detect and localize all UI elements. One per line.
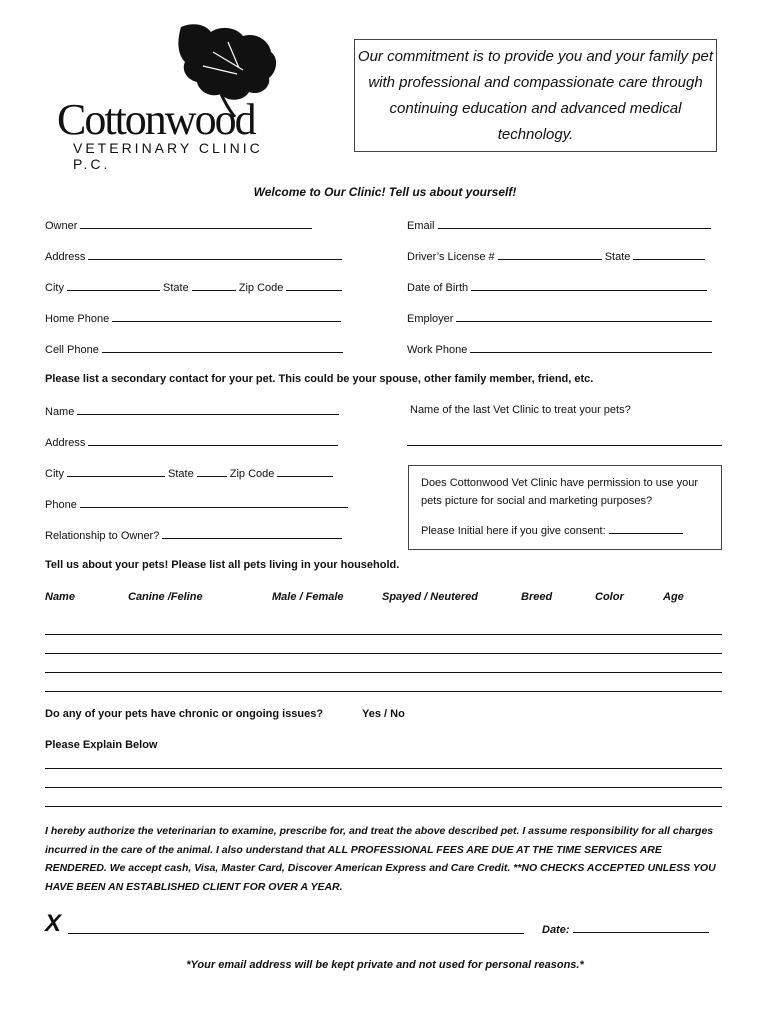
- city-state-zip-field[interactable]: [45, 280, 342, 294]
- pets-heading: Tell us about your pets! Please list all pets living in your household.: [45, 559, 400, 571]
- address-field[interactable]: [45, 249, 342, 263]
- pet-line-1[interactable]: [45, 634, 722, 635]
- consent-question: Does Cottonwood Vet Clinic have permission to use your pets picture for social and marketing purposes?: [421, 477, 698, 507]
- secondary-address-field[interactable]: [45, 435, 338, 449]
- dob-field[interactable]: [407, 280, 707, 294]
- pets-col-name: Name: [45, 591, 75, 603]
- pet-line-2[interactable]: [45, 653, 722, 654]
- explain-line-1[interactable]: [45, 768, 722, 769]
- signature-mark: X: [45, 910, 62, 937]
- secondary-state-label: State: [168, 468, 194, 480]
- pet-line-4[interactable]: [45, 691, 722, 692]
- cell-phone-field[interactable]: [45, 342, 343, 356]
- home-phone-field[interactable]: [45, 311, 341, 325]
- chronic-question: Do any of your pets have chronic or ongoing issues?: [45, 708, 324, 720]
- pets-col-age: Age: [663, 591, 684, 603]
- explain-line-3[interactable]: [45, 806, 722, 807]
- secondary-zip-label: Zip Code: [229, 468, 275, 480]
- address-label: Address: [45, 251, 86, 263]
- drivers-license-label: Driver’s License #: [407, 251, 495, 263]
- explain-line-2[interactable]: [45, 787, 722, 788]
- pets-col-breed: Breed: [521, 591, 553, 603]
- zip-label: Zip Code: [238, 282, 284, 294]
- work-phone-label: Work Phone: [407, 344, 468, 356]
- owner-field[interactable]: [45, 218, 312, 232]
- consent-box: [408, 465, 722, 550]
- email-label: Email: [407, 220, 435, 232]
- secondary-address-label: Address: [45, 437, 86, 449]
- dl-state-label: State: [604, 251, 631, 263]
- secondary-city-field[interactable]: [45, 466, 333, 480]
- consent-initial-field[interactable]: [421, 523, 683, 537]
- secondary-phone-label: Phone: [45, 499, 77, 511]
- logo-subtitle: VETERINARY CLINIC P.C.: [73, 140, 263, 172]
- secondary-heading: Please list a secondary contact for your pet. This could be your spouse, other family member, friend, etc.: [45, 373, 594, 385]
- chronic-options[interactable]: Yes / No: [362, 708, 405, 720]
- clinic-logo: [55, 22, 290, 172]
- pet-line-3[interactable]: [45, 672, 722, 673]
- secondary-name-label: Name: [45, 406, 75, 418]
- date-field[interactable]: [542, 922, 709, 936]
- relationship-field[interactable]: [45, 528, 342, 542]
- state-label: State: [163, 282, 189, 294]
- last-vet-label: Name of the last Vet Clinic to treat your pets?: [410, 404, 631, 416]
- commitment-box: Our commitment is to provide you and your family pet with professional and compassionate care through continuing education and advanced medical technology.: [354, 39, 717, 152]
- cell-phone-label: Cell Phone: [45, 344, 99, 356]
- pets-col-species: Canine /Feline: [128, 591, 203, 603]
- date-label: Date:: [542, 924, 570, 936]
- secondary-city-label: City: [45, 468, 64, 480]
- email-field[interactable]: [407, 218, 711, 232]
- pets-col-sex: Male / Female: [272, 591, 344, 603]
- pets-col-color: Color: [595, 591, 624, 603]
- work-phone-field[interactable]: [407, 342, 712, 356]
- last-vet-line[interactable]: [407, 445, 722, 446]
- privacy-note: *Your email address will be kept private and not used for personal reasons.*: [186, 959, 584, 971]
- home-phone-label: Home Phone: [45, 313, 110, 325]
- dob-label: Date of Birth: [407, 282, 469, 294]
- employer-label: Employer: [407, 313, 454, 325]
- consent-initial-label: Please Initial here if you give consent:: [421, 525, 606, 537]
- employer-field[interactable]: [407, 311, 712, 325]
- secondary-phone-field[interactable]: [45, 497, 348, 511]
- logo-name: Cottonwood: [57, 95, 255, 144]
- authorization-text: I hereby authorize the veterinarian to examine, prescribe for, and treat the above described pet. I assume responsibility for all charges incurred in the care of the animal. I also understand that ALL PROFESSIONAL FEES ARE DUE AT THE TIME SERVICES ARE RENDERED. We accept cash, Visa, Master Card, Discover American Express and Care Credit. **NO CHECKS ACCEPTED UNLESS YOU HAVE BEEN AN ESTABLISHED CLIENT FOR OVER A YEAR.: [45, 825, 716, 893]
- pets-col-spayed: Spayed / Neutered: [382, 591, 478, 603]
- owner-label: Owner: [45, 220, 78, 232]
- drivers-license-field[interactable]: [407, 249, 705, 263]
- relationship-label: Relationship to Owner?: [45, 530, 160, 542]
- explain-heading: Please Explain Below: [45, 739, 158, 751]
- city-label: City: [45, 282, 64, 294]
- signature-line[interactable]: [68, 933, 524, 934]
- secondary-name-field[interactable]: [45, 404, 339, 418]
- welcome-heading: Welcome to Our Clinic! Tell us about yourself!: [253, 185, 517, 199]
